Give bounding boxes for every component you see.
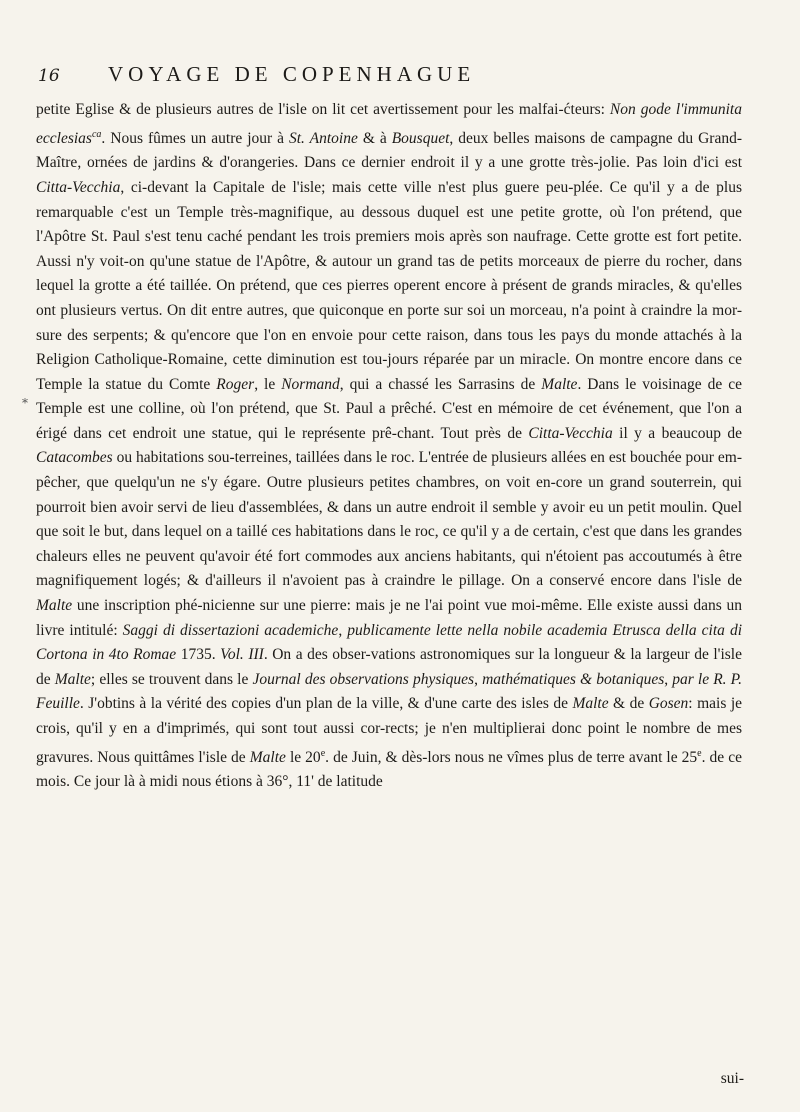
paragraph bbox=[36, 98, 742, 795]
text-run: 1735. bbox=[176, 646, 221, 664]
italic-text-run: Journal des observations physiques bbox=[252, 670, 475, 688]
text-run: e bbox=[697, 747, 702, 759]
text-run: ; elles se trouvent dans le bbox=[90, 670, 253, 688]
italic-text-run: ca bbox=[91, 128, 102, 140]
page-number: 16 bbox=[38, 66, 60, 86]
catchword: sui- bbox=[720, 1070, 744, 1087]
text-run: . J'obtins à la vérité des copies d'un plan de la ville, & d'une carte des isles de bbox=[79, 695, 573, 713]
italic-text-run: Malte bbox=[249, 748, 286, 766]
italic-text-run: Non gode l'immunita ecclesias bbox=[36, 101, 742, 147]
page-header bbox=[38, 62, 758, 92]
text-run: & de bbox=[608, 695, 649, 713]
text-run: . de Juin, & dès-lors nous ne vîmes plus de terre avant le 25 bbox=[325, 748, 698, 766]
text-run: , le bbox=[254, 375, 282, 393]
text-run: le 20 bbox=[285, 748, 321, 766]
text-run: , bbox=[474, 670, 483, 688]
text-run: . Nous fûmes un autre jour à bbox=[101, 129, 289, 147]
italic-text-run: Saggi di dissertazioni academiche bbox=[122, 621, 339, 639]
text-run: , bbox=[664, 670, 673, 688]
body-text bbox=[36, 98, 742, 795]
text-run: . Dans le voisinage de ce Temple est une colline, où l'on prétend, que St. Paul a prêché. C'est en mémoire de cet événement, que l'on a érigé dans cet endroit une statue, qui le représente prê-chant. Tout près de bbox=[36, 375, 743, 442]
italic-text-run: Malte bbox=[54, 670, 91, 688]
italic-text-run: Citta-Vecchia bbox=[36, 178, 121, 196]
text-run: . de ce mois. Ce jour là à midi nous étions à 36°, 11' de latitude bbox=[36, 748, 742, 791]
italic-text-run: Gosen bbox=[648, 695, 689, 713]
italic-text-run: Vol. III bbox=[220, 646, 264, 664]
text-run: & à bbox=[357, 129, 392, 147]
italic-text-run: Malte bbox=[541, 375, 578, 393]
italic-text-run: Normand bbox=[281, 375, 340, 393]
text-run: , qui a chassé les Sarrasins de bbox=[339, 375, 542, 393]
text-run: , ci-devant la Capitale de l'isle; mais cette ville n'est plus guere peu-plée. Ce qu'il y a de plus remarquable c'est un Temple très-magnifique, au dessous duquel est une petite grotte, où l'on prétend, que l'Apôtre St. Paul s'est tenu caché pendant les trois premiers mois après son naufrage. Cette grotte est fort petite. Aussi n'y voit-on qu'une statue de l'Apôtre, & autour un grand tas de petits morceaux de pierre du rocher, dans lequel la grotte a été taillée. On prétend, que ces pierres operent encore à présent de grands miracles, & qu'elles ont plusieurs vertus. On dit entre autres, que quiconque en porte sur soi un morceau, n'a point à craindre la mor-sure des serpents; & qu'encore que l'on en envoie pour cette raison, dans tous les pays du monde attachés à la Religion Catholique-Romaine, cette diminution est tou-jours réparée par un miracle. On montre encore dans ce Temple la statue du Comte bbox=[36, 178, 742, 393]
text-run: : mais je crois, qu'il y en a d'imprimés, qui sont tout aussi cor-rects; je n'en multiplierai donc point le nombre de mes gravures. Nous quittâmes l'isle de bbox=[36, 695, 742, 766]
italic-text-run: Malte bbox=[36, 597, 73, 615]
italic-text-run: Bousquet bbox=[391, 129, 450, 147]
italic-text-run: mathématiques & botaniques bbox=[482, 670, 665, 688]
text-run: e bbox=[320, 747, 326, 759]
text-run: une inscription phé-nicienne sur une pierre: mais je ne l'ai point vue moi-même. Elle existe aussi dans un livre intitulé: bbox=[36, 597, 742, 639]
text-run: petite Eglise & de plusieurs autres de l'isle on lit cet avertissement pour les malfai-ćteurs: bbox=[36, 101, 610, 118]
italic-text-run: publicamente lette nella nobile academia Etrusca della cita di Cortona in 4to Romae bbox=[36, 621, 742, 664]
text-run: il y a beaucoup de bbox=[612, 424, 742, 442]
italic-text-run: par le R. P. Feuille bbox=[36, 670, 743, 713]
running-head: VOYAGE DE COPENHAGUE bbox=[108, 62, 476, 86]
italic-text-run: Roger bbox=[216, 375, 255, 393]
margin-mark: * bbox=[22, 396, 28, 410]
text-run: , bbox=[338, 621, 348, 639]
text-run: ou habitations sou-terreines, taillées dans le roc. L'entrée de plusieurs allées en est bouchée pour em-pêcher, que quelqu'un ne s'y égare. Outre plusieurs petites chambres, on voit en-core un grand souterrein, qui pourroit bien avoir servi de lieu d'assemblées, & dans un autre endroit il semble y avoir eu un petit moulin. Quel que soit le but, dans lequel on a taillé ces habitations dans le roc, ce qu'il y a de certain, c'est que dans les grandes chaleurs elles ne peuvent qu'avoir été fort commodes aux anciens habitants, qui n'étoient pas accoutumés à être magnifiquement logés; & d'ailleurs il n'avoient pas à craindre le pillage. On a conservé encore dans l'isle de bbox=[36, 449, 742, 590]
italic-text-run: Malte bbox=[572, 695, 609, 713]
text-run: . On a des obser-vations astronomiques sur la longueur & la largeur de l'isle de bbox=[36, 646, 742, 688]
italic-text-run: St. Antoine bbox=[289, 129, 358, 147]
italic-text-run: Catacombes bbox=[36, 449, 113, 467]
italic-text-run: Citta-Vecchia bbox=[528, 424, 613, 442]
text-run: , deux belles maisons de campagne du Grand-Maître, ornées de jardins & d'orangeries. Dans ce dernier endroit il y a une grotte très-jolie. Pas loin d'ici est bbox=[36, 129, 742, 172]
